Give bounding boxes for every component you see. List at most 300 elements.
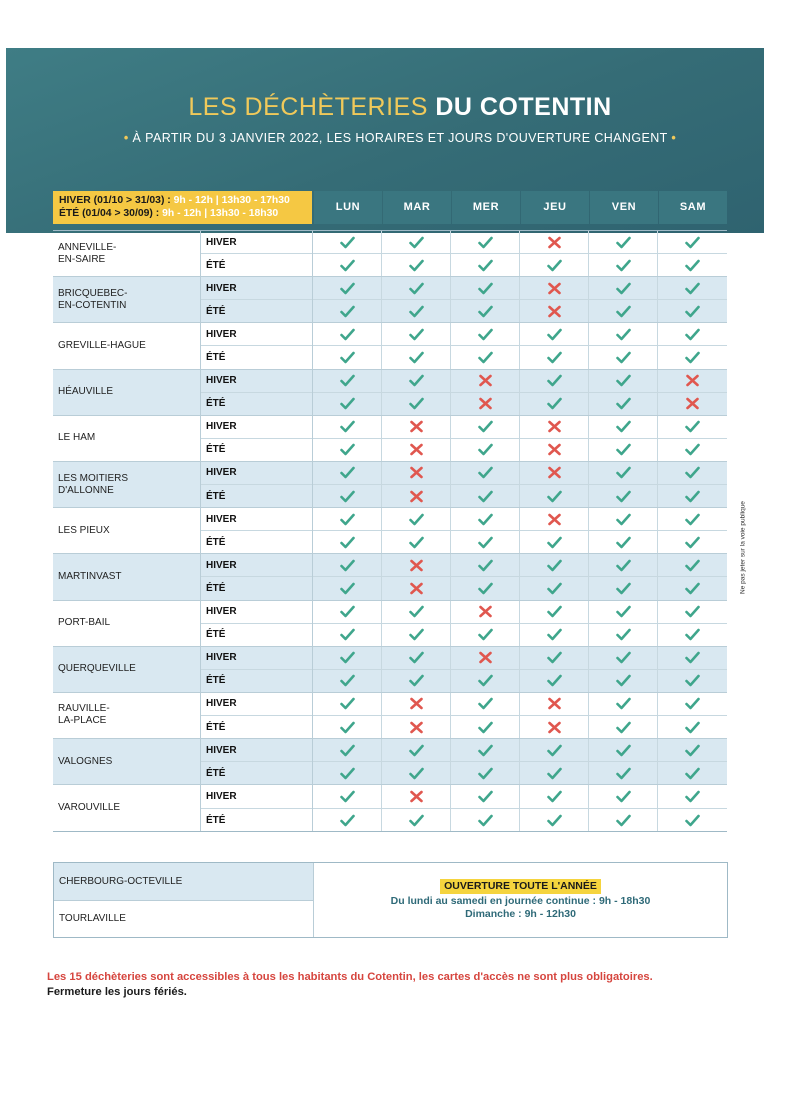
cell-mer-hiver bbox=[451, 739, 520, 761]
check-icon bbox=[685, 420, 700, 433]
day-header-jeu: JEU bbox=[521, 191, 589, 224]
cell-jeu-hiver bbox=[520, 231, 589, 253]
site-name: RAUVILLE- LA-PLACE bbox=[53, 693, 201, 738]
day-header-sam: SAM bbox=[659, 191, 727, 224]
cell-mar-ete bbox=[382, 254, 451, 276]
cell-lun-ete bbox=[313, 393, 382, 415]
check-icon bbox=[409, 351, 424, 364]
check-icon bbox=[340, 351, 355, 364]
legend-ete-label: ÉTÉ (01/04 > 30/09) : bbox=[59, 208, 163, 219]
season-legend bbox=[53, 191, 312, 224]
cell-jeu-ete bbox=[520, 254, 589, 276]
season-label-ete: ÉTÉ bbox=[201, 438, 312, 461]
cell-mer-ete bbox=[451, 485, 520, 507]
cell-mar-hiver bbox=[382, 277, 451, 299]
check-icon bbox=[547, 328, 562, 341]
site-row bbox=[53, 231, 727, 277]
cell-row-hiver bbox=[313, 370, 727, 392]
cell-jeu-hiver bbox=[520, 508, 589, 530]
check-icon bbox=[478, 236, 493, 249]
check-icon bbox=[478, 443, 493, 456]
cell-mer-ete bbox=[451, 624, 520, 646]
day-cells bbox=[313, 277, 727, 322]
season-label-ete: ÉTÉ bbox=[201, 715, 312, 738]
check-icon bbox=[478, 767, 493, 780]
cell-mar-ete bbox=[382, 624, 451, 646]
cell-ven-hiver bbox=[589, 323, 658, 345]
site-name: VAROUVILLE bbox=[53, 785, 201, 831]
season-label-hiver: HIVER bbox=[206, 606, 237, 618]
season-labels bbox=[201, 554, 313, 599]
cell-mer-ete bbox=[451, 809, 520, 832]
cell-sam-ete bbox=[658, 716, 727, 738]
check-icon bbox=[685, 744, 700, 757]
check-icon bbox=[616, 744, 631, 757]
check-icon bbox=[685, 721, 700, 734]
check-icon bbox=[478, 697, 493, 710]
check-icon bbox=[340, 582, 355, 595]
site-row bbox=[53, 785, 727, 831]
cell-lun-ete bbox=[313, 300, 382, 322]
cell-sam-ete bbox=[658, 254, 727, 276]
season-label-ete: ÉTÉ bbox=[201, 253, 312, 276]
cell-sam-hiver bbox=[658, 739, 727, 761]
cell-mar-hiver bbox=[382, 508, 451, 530]
cell-lun-hiver bbox=[313, 231, 382, 253]
check-icon bbox=[409, 628, 424, 641]
cross-icon bbox=[409, 582, 424, 595]
site-row bbox=[53, 462, 727, 508]
cell-row-ete bbox=[313, 484, 727, 507]
cell-jeu-hiver bbox=[520, 693, 589, 715]
check-icon bbox=[616, 790, 631, 803]
cell-jeu-ete bbox=[520, 300, 589, 322]
check-icon bbox=[547, 582, 562, 595]
cell-sam-ete bbox=[658, 577, 727, 599]
check-icon bbox=[616, 767, 631, 780]
season-labels bbox=[201, 508, 313, 553]
check-icon bbox=[478, 628, 493, 641]
check-icon bbox=[478, 790, 493, 803]
cell-sam-ete bbox=[658, 439, 727, 461]
season-label-ete: ÉTÉ bbox=[201, 576, 312, 599]
cell-row-hiver bbox=[313, 277, 727, 299]
check-icon bbox=[616, 697, 631, 710]
cross-icon bbox=[547, 697, 562, 710]
season-label-ete: ÉTÉ bbox=[201, 669, 312, 692]
day-cells bbox=[313, 739, 727, 784]
check-icon bbox=[547, 674, 562, 687]
check-icon bbox=[478, 721, 493, 734]
subtitle-dot-right: • bbox=[671, 131, 677, 145]
check-icon bbox=[547, 559, 562, 572]
cell-mar-ete bbox=[382, 762, 451, 784]
cell-sam-hiver bbox=[658, 277, 727, 299]
season-labels bbox=[201, 370, 313, 415]
season-label-hiver: HIVER bbox=[206, 744, 237, 756]
site-name: VALOGNES bbox=[53, 739, 201, 784]
check-icon bbox=[340, 513, 355, 526]
cross-icon bbox=[409, 721, 424, 734]
cell-sam-hiver bbox=[658, 601, 727, 623]
cell-row-hiver bbox=[313, 231, 727, 253]
season-label-ete: ÉTÉ bbox=[201, 530, 312, 553]
cell-jeu-hiver bbox=[520, 323, 589, 345]
cell-row-hiver bbox=[313, 323, 727, 345]
cell-mer-ete bbox=[451, 346, 520, 368]
check-icon bbox=[616, 513, 631, 526]
cell-sam-ete bbox=[658, 393, 727, 415]
season-label-hiver: HIVER bbox=[206, 698, 237, 710]
cell-jeu-ete bbox=[520, 762, 589, 784]
check-icon bbox=[340, 605, 355, 618]
cell-ven-hiver bbox=[589, 416, 658, 438]
cell-mar-ete bbox=[382, 300, 451, 322]
cell-ven-ete bbox=[589, 762, 658, 784]
cell-mer-ete bbox=[451, 670, 520, 692]
cell-mer-ete bbox=[451, 254, 520, 276]
cell-row-hiver bbox=[313, 601, 727, 623]
legend-hiver-hours: 9h - 12h | 13h30 - 17h30 bbox=[173, 195, 290, 206]
cell-mer-hiver bbox=[451, 370, 520, 392]
cell-lun-ete bbox=[313, 531, 382, 553]
cell-ven-hiver bbox=[589, 508, 658, 530]
cell-ven-hiver bbox=[589, 231, 658, 253]
season-labels bbox=[201, 601, 313, 646]
cell-mar-ete bbox=[382, 439, 451, 461]
cell-jeu-ete bbox=[520, 577, 589, 599]
cell-lun-hiver bbox=[313, 370, 382, 392]
check-icon bbox=[685, 328, 700, 341]
check-icon bbox=[409, 328, 424, 341]
cell-sam-ete bbox=[658, 300, 727, 322]
cell-mar-hiver bbox=[382, 462, 451, 484]
cell-mer-ete bbox=[451, 300, 520, 322]
check-icon bbox=[340, 697, 355, 710]
season-labels bbox=[201, 739, 313, 784]
cell-row-ete bbox=[313, 669, 727, 692]
cell-ven-ete bbox=[589, 300, 658, 322]
cell-sam-ete bbox=[658, 809, 727, 832]
cross-icon bbox=[409, 790, 424, 803]
cell-ven-hiver bbox=[589, 647, 658, 669]
cell-mer-hiver bbox=[451, 323, 520, 345]
check-icon bbox=[340, 674, 355, 687]
cell-sam-ete bbox=[658, 670, 727, 692]
check-icon bbox=[409, 259, 424, 272]
check-icon bbox=[409, 513, 424, 526]
check-icon bbox=[409, 397, 424, 410]
cell-row-ete bbox=[313, 808, 727, 832]
cell-ven-ete bbox=[589, 577, 658, 599]
cell-row-hiver bbox=[313, 785, 727, 808]
cell-jeu-hiver bbox=[520, 416, 589, 438]
check-icon bbox=[547, 814, 562, 827]
check-icon bbox=[409, 767, 424, 780]
cross-icon bbox=[409, 466, 424, 479]
year-round-hours bbox=[314, 863, 727, 937]
cell-row-hiver bbox=[313, 693, 727, 715]
open-all-year-badge: OUVERTURE TOUTE L'ANNÉE bbox=[440, 879, 601, 894]
cell-row-hiver bbox=[313, 508, 727, 530]
check-icon bbox=[547, 767, 562, 780]
day-cells bbox=[313, 785, 727, 831]
cell-lun-ete bbox=[313, 485, 382, 507]
cross-icon bbox=[409, 559, 424, 572]
day-cells bbox=[313, 601, 727, 646]
day-cells bbox=[313, 647, 727, 692]
cell-jeu-ete bbox=[520, 624, 589, 646]
check-icon bbox=[616, 721, 631, 734]
cell-sam-hiver bbox=[658, 785, 727, 808]
cell-jeu-hiver bbox=[520, 601, 589, 623]
day-cells bbox=[313, 323, 727, 368]
check-icon bbox=[685, 651, 700, 664]
check-icon bbox=[685, 790, 700, 803]
cell-sam-ete bbox=[658, 346, 727, 368]
check-icon bbox=[340, 767, 355, 780]
cell-lun-ete bbox=[313, 577, 382, 599]
check-icon bbox=[340, 651, 355, 664]
cell-jeu-hiver bbox=[520, 370, 589, 392]
check-icon bbox=[616, 582, 631, 595]
cell-mar-hiver bbox=[382, 693, 451, 715]
cell-lun-ete bbox=[313, 624, 382, 646]
cell-row-ete bbox=[313, 576, 727, 599]
site-row bbox=[53, 323, 727, 369]
cell-mer-hiver bbox=[451, 693, 520, 715]
check-icon bbox=[478, 490, 493, 503]
cell-jeu-ete bbox=[520, 809, 589, 832]
check-icon bbox=[547, 651, 562, 664]
day-header-mar: MAR bbox=[383, 191, 451, 224]
site-row bbox=[53, 693, 727, 739]
cell-ven-ete bbox=[589, 716, 658, 738]
day-cells bbox=[313, 462, 727, 507]
check-icon bbox=[340, 236, 355, 249]
check-icon bbox=[616, 466, 631, 479]
schedule-table bbox=[53, 230, 727, 832]
check-icon bbox=[340, 559, 355, 572]
check-icon bbox=[616, 328, 631, 341]
check-icon bbox=[547, 397, 562, 410]
cell-jeu-ete bbox=[520, 716, 589, 738]
cell-ven-ete bbox=[589, 346, 658, 368]
cell-sam-hiver bbox=[658, 370, 727, 392]
season-label-hiver: HIVER bbox=[206, 791, 237, 803]
cross-icon bbox=[547, 305, 562, 318]
cell-lun-hiver bbox=[313, 416, 382, 438]
cell-row-hiver bbox=[313, 462, 727, 484]
check-icon bbox=[340, 536, 355, 549]
season-label-hiver: HIVER bbox=[206, 421, 237, 433]
cell-mer-ete bbox=[451, 393, 520, 415]
season-label-ete: ÉTÉ bbox=[201, 345, 312, 368]
cell-mer-hiver bbox=[451, 554, 520, 576]
site-name: LES MOITIERS D'ALLONNE bbox=[53, 462, 201, 507]
check-icon bbox=[478, 259, 493, 272]
check-icon bbox=[685, 697, 700, 710]
cross-icon bbox=[409, 490, 424, 503]
day-header-mer: MER bbox=[452, 191, 520, 224]
day-cells bbox=[313, 416, 727, 461]
cell-mer-hiver bbox=[451, 277, 520, 299]
cell-mar-hiver bbox=[382, 554, 451, 576]
cell-jeu-ete bbox=[520, 346, 589, 368]
cross-icon bbox=[547, 513, 562, 526]
page-title bbox=[0, 93, 800, 122]
season-label-ete: ÉTÉ bbox=[201, 623, 312, 646]
city-cherbourg: CHERBOURG-OCTEVILLE bbox=[54, 863, 313, 900]
weekday-hours: Du lundi au samedi en journée continue : 9h - 18h30 bbox=[390, 895, 651, 907]
cell-mer-hiver bbox=[451, 785, 520, 808]
cross-icon bbox=[547, 282, 562, 295]
cell-lun-hiver bbox=[313, 277, 382, 299]
check-icon bbox=[478, 513, 493, 526]
cell-lun-ete bbox=[313, 809, 382, 832]
check-icon bbox=[616, 443, 631, 456]
cell-row-ete bbox=[313, 623, 727, 646]
check-icon bbox=[616, 490, 631, 503]
check-icon bbox=[616, 651, 631, 664]
cell-ven-ete bbox=[589, 393, 658, 415]
season-label-hiver: HIVER bbox=[206, 652, 237, 664]
site-name: ANNEVILLE- EN-SAIRE bbox=[53, 231, 201, 276]
access-note: Les 15 déchèteries sont accessibles à tous les habitants du Cotentin, les cartes d'accès ne sont plus obligatoires. bbox=[47, 971, 653, 983]
season-label-hiver: HIVER bbox=[206, 375, 237, 387]
cell-row-ete bbox=[313, 253, 727, 276]
cell-ven-hiver bbox=[589, 277, 658, 299]
site-row bbox=[53, 277, 727, 323]
cell-mar-ete bbox=[382, 716, 451, 738]
cell-row-hiver bbox=[313, 647, 727, 669]
cell-row-ete bbox=[313, 299, 727, 322]
cell-jeu-ete bbox=[520, 393, 589, 415]
season-labels bbox=[201, 323, 313, 368]
check-icon bbox=[340, 744, 355, 757]
check-icon bbox=[616, 305, 631, 318]
site-name: MARTINVAST bbox=[53, 554, 201, 599]
cell-ven-ete bbox=[589, 439, 658, 461]
check-icon bbox=[547, 259, 562, 272]
cross-icon bbox=[478, 397, 493, 410]
cross-icon bbox=[478, 651, 493, 664]
cell-lun-ete bbox=[313, 716, 382, 738]
cell-ven-ete bbox=[589, 254, 658, 276]
cell-lun-hiver bbox=[313, 601, 382, 623]
sunday-hours: Dimanche : 9h - 12h30 bbox=[465, 908, 576, 920]
check-icon bbox=[685, 443, 700, 456]
cell-mer-ete bbox=[451, 577, 520, 599]
cell-mar-hiver bbox=[382, 323, 451, 345]
check-icon bbox=[616, 814, 631, 827]
check-icon bbox=[547, 628, 562, 641]
cell-mar-ete bbox=[382, 531, 451, 553]
cell-mar-ete bbox=[382, 346, 451, 368]
check-icon bbox=[409, 651, 424, 664]
check-icon bbox=[685, 490, 700, 503]
check-icon bbox=[409, 814, 424, 827]
cell-jeu-hiver bbox=[520, 462, 589, 484]
cell-jeu-hiver bbox=[520, 785, 589, 808]
check-icon bbox=[478, 559, 493, 572]
cross-icon bbox=[685, 397, 700, 410]
cell-mer-ete bbox=[451, 716, 520, 738]
check-icon bbox=[685, 536, 700, 549]
subtitle-text: À PARTIR DU 3 JANVIER 2022, LES HORAIRES ET JOURS D'OUVERTURE CHANGENT bbox=[132, 131, 668, 145]
check-icon bbox=[340, 466, 355, 479]
check-icon bbox=[547, 536, 562, 549]
check-icon bbox=[478, 328, 493, 341]
cell-mer-hiver bbox=[451, 416, 520, 438]
day-header-lun: LUN bbox=[314, 191, 382, 224]
check-icon bbox=[478, 814, 493, 827]
site-row bbox=[53, 370, 727, 416]
legend-hiver-label: HIVER (01/10 > 31/03) : bbox=[59, 195, 174, 206]
season-labels bbox=[201, 231, 313, 276]
title-light: LES DÉCHÈTERIES bbox=[188, 93, 436, 121]
cell-lun-ete bbox=[313, 254, 382, 276]
check-icon bbox=[616, 259, 631, 272]
check-icon bbox=[340, 282, 355, 295]
season-label-ete: ÉTÉ bbox=[201, 299, 312, 322]
cross-icon bbox=[409, 443, 424, 456]
check-icon bbox=[409, 374, 424, 387]
cell-mer-hiver bbox=[451, 601, 520, 623]
season-labels bbox=[201, 462, 313, 507]
cell-mar-ete bbox=[382, 670, 451, 692]
cell-row-ete bbox=[313, 761, 727, 784]
season-label-hiver: HIVER bbox=[206, 328, 237, 340]
check-icon bbox=[685, 814, 700, 827]
cell-lun-ete bbox=[313, 670, 382, 692]
cell-ven-ete bbox=[589, 670, 658, 692]
cell-lun-hiver bbox=[313, 462, 382, 484]
cross-icon bbox=[547, 236, 562, 249]
check-icon bbox=[685, 582, 700, 595]
cell-mer-hiver bbox=[451, 647, 520, 669]
cell-ven-hiver bbox=[589, 370, 658, 392]
legend-ete bbox=[59, 207, 306, 220]
cross-icon bbox=[547, 466, 562, 479]
cell-mer-hiver bbox=[451, 508, 520, 530]
check-icon bbox=[685, 513, 700, 526]
check-icon bbox=[547, 744, 562, 757]
cell-jeu-hiver bbox=[520, 739, 589, 761]
check-icon bbox=[616, 628, 631, 641]
check-icon bbox=[685, 466, 700, 479]
day-cells bbox=[313, 370, 727, 415]
cell-row-ete bbox=[313, 345, 727, 368]
season-labels bbox=[201, 693, 313, 738]
check-icon bbox=[409, 282, 424, 295]
site-row bbox=[53, 508, 727, 554]
season-label-hiver: HIVER bbox=[206, 236, 237, 248]
legend-ete-hours: 9h - 12h | 13h30 - 18h30 bbox=[162, 208, 279, 219]
check-icon bbox=[340, 305, 355, 318]
check-icon bbox=[409, 236, 424, 249]
check-icon bbox=[547, 490, 562, 503]
cell-ven-hiver bbox=[589, 601, 658, 623]
legend-hiver bbox=[59, 194, 306, 207]
check-icon bbox=[685, 674, 700, 687]
check-icon bbox=[478, 282, 493, 295]
cell-sam-hiver bbox=[658, 416, 727, 438]
site-name: PORT-BAIL bbox=[53, 601, 201, 646]
cell-row-hiver bbox=[313, 739, 727, 761]
check-icon bbox=[685, 628, 700, 641]
season-label-ete: ÉTÉ bbox=[201, 484, 312, 507]
